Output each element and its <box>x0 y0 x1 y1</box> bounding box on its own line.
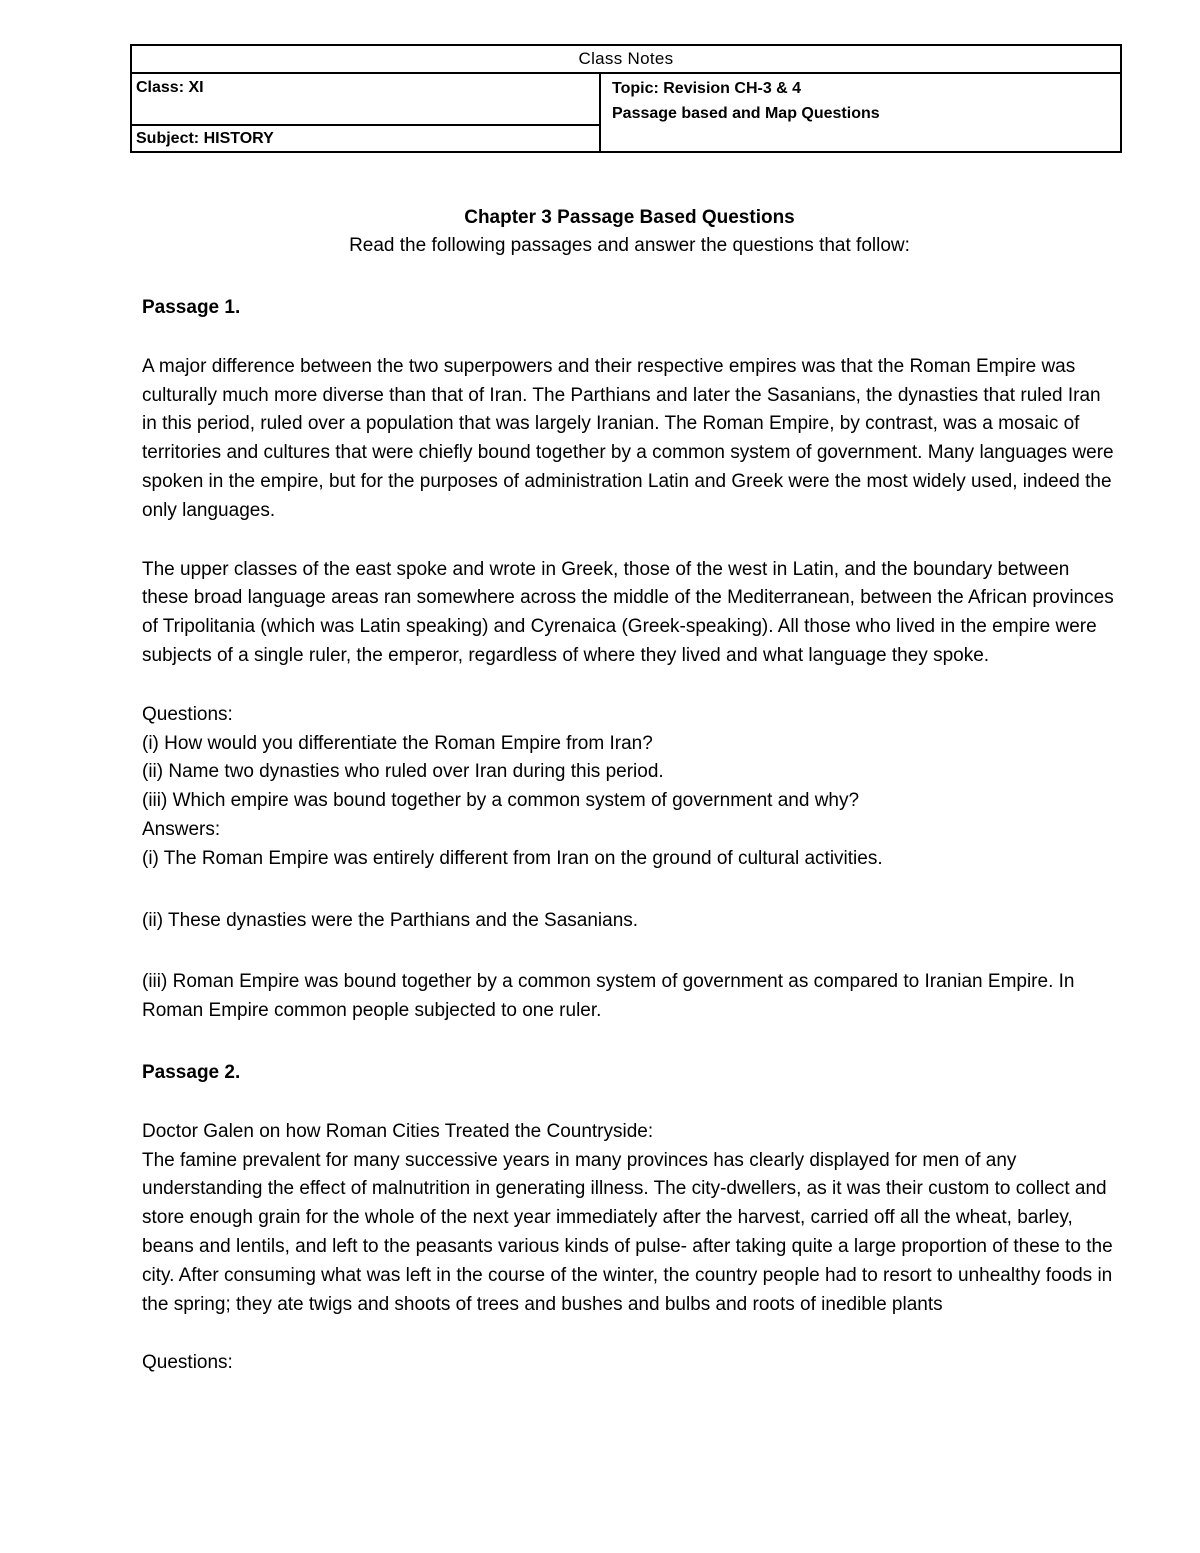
passage1-questions-label: Questions: <box>142 703 233 725</box>
header-topic-subtitle: Passage based and Map Questions <box>612 105 880 122</box>
passage1-paragraph-2: The upper classes of the east spoke and wrote in Greek, those of the west in Latin, and the boundary between these broad language areas ran somewhere across the middle of the Mediterranean, between the African provinces of Tripolitania (which was Latin speaking) and Cyrenaica (Greek-speaking). All those who lived in the empire were subjects of a single ruler, the emperor, regardless of where they lived and what language they spoke. <box>142 558 1114 666</box>
passage1-answers-label: Answers: <box>142 818 221 840</box>
document-body <box>142 204 1117 1378</box>
header-title: Class Notes <box>132 46 1120 74</box>
header-right-column <box>601 74 1120 151</box>
chapter-instruction: Read the following passages and answer the questions that follow: <box>349 235 910 256</box>
passage1-question-2: (ii) Name two dynasties who ruled over Iran during this period. <box>142 761 664 783</box>
passage2-heading: Passage 2. <box>142 1061 241 1083</box>
passage1-heading: Passage 1. <box>142 297 241 318</box>
passage2-questions-label: Questions: <box>142 1352 233 1374</box>
header-table <box>130 44 1122 153</box>
header-subject: Subject: HISTORY <box>136 130 274 147</box>
passage1-question-1: (i) How would you differentiate the Roman Empire from Iran? <box>142 732 653 754</box>
passage1-answer-3: (iii) Roman Empire was bound together by a common system of government as compared to Iranian Empire. In Roman Empire common people subjected to one ruler. <box>142 971 1075 1022</box>
passage1-paragraph-1: A major difference between the two superpowers and their respective empires was that the Roman Empire was culturally much more diverse than that of Iran. The Parthians and later the Sasanians, the dynasties that ruled Iran in this period, ruled over a population that was largely Iranian. The Roman Empire, by contrast, was a mosaic of territories and cultures that were chiefly bound together by a common system of government. Many languages were spoken in the empire, but for the purposes of administration Latin and Greek were the most widely used, indeed the only languages. <box>142 355 1114 521</box>
header-left-column <box>132 74 601 151</box>
chapter-title: Chapter 3 Passage Based Questions <box>464 207 795 228</box>
passage1-answer-2: (ii) These dynasties were the Parthians and the Sasanians. <box>142 909 639 931</box>
passage2-body: The famine prevalent for many successive years in many provinces has clearly displayed for men of any understanding the effect of malnutrition in generating illness. The city-dwellers, as it was their custom to collect and store enough grain for the whole of the next year immediately after the harvest, carried off all the wheat, barley, beans and lentils, and left to the peasants various kinds of pulse- after taking quite a large proportion of these to the city. After consuming what was left in the course of the winter, the country people had to resort to unhealthy foods in the spring; they ate twigs and shoots of trees and bushes and bulbs and roots of inedible plants <box>142 1149 1113 1315</box>
passage2-intro: Doctor Galen on how Roman Cities Treated the Countryside: <box>142 1120 654 1142</box>
passage1-answer-1: (i) The Roman Empire was entirely different from Iran on the ground of cultural activities. <box>142 847 883 869</box>
passage1-question-3: (iii) Which empire was bound together by a common system of government and why? <box>142 790 860 812</box>
header-class: Class: XI <box>132 74 599 126</box>
header-topic: Topic: Revision CH-3 & 4 <box>612 80 802 97</box>
